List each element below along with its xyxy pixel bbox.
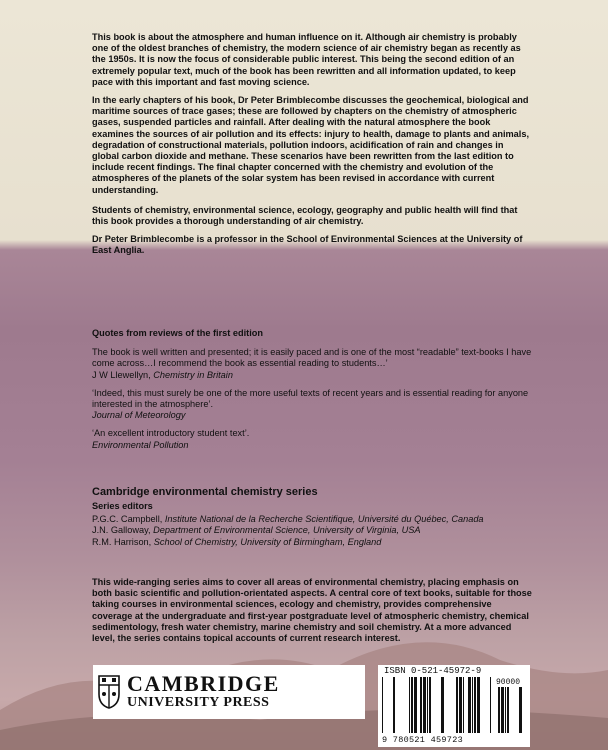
- intro-section: [92, 32, 532, 264]
- series-description: This wide-ranging series aims to cover all areas of environmental chemistry, placing emphasis on both basic scientific and pollution-orientated aspects. A central core of text books, suitable for those taking courses in environmental sciences, ecology and chemistry, provides comprehensive coverage at the undergraduate and first-year postgraduate level of atmospheric chemistry, chemical sedimentology, fresh water chemistry, marine chemistry and soil chemistry. At a more advanced level, the series contains topical accounts of current research interest.: [92, 577, 532, 644]
- series-editors-heading: Series editors: [92, 501, 153, 511]
- review-quote: [92, 347, 532, 381]
- review-text: ‘An excellent introductory student text’.: [92, 428, 250, 439]
- barcode-bars: [382, 677, 494, 735]
- publisher-name: CAMBRIDGE: [127, 671, 280, 696]
- isbn-addon-number: 90000: [496, 678, 521, 687]
- series-editor: R.M. Harrison, School of Chemistry, University of Birmingham, England: [92, 536, 382, 547]
- series-editor: J.N. Galloway, Department of Environmental Science, University of Virginia, USA: [92, 525, 421, 536]
- reviews-heading: Quotes from reviews of the first edition: [92, 328, 264, 338]
- review-text: The book is well written and presented; it is easily paced and is one of the most “readable” text-books I have come across…I recommend the book as essential reading to students…’: [92, 347, 532, 369]
- review-quote: [92, 428, 532, 450]
- series-title: Cambridge environmental chemistry series: [92, 486, 318, 498]
- review-source: Journal of Meteorology: [92, 410, 186, 421]
- isbn-barcode: [378, 665, 530, 747]
- university-crest-icon: [97, 674, 121, 710]
- series-section: [92, 486, 532, 548]
- publisher-subtitle: UNIVERSITY PRESS: [127, 695, 270, 710]
- publisher-logo: [93, 665, 365, 719]
- intro-paragraph: In the early chapters of his book, Dr Peter Brimblecombe discusses the geochemical, biological and maritime sources of trace gases; these are followed by chapters on the chemistry of atmospheric gases, suspended particles and rainfall. After dealing with the natural atmosphere the book examines the sources of air pollution and its effects: injury to health, damage to plants and animals, degradation of constructional materials, pollution indoors, acidification of rain and changes in global carbon dioxide and methane. These scenarios have been rewritten from the last edition to include recent findings. The final chapter concerned with the chemistry and evolution of the atmospheres of the planets of the solar system has been revised in accordance with current understanding.: [92, 95, 530, 195]
- barcode-number: 9 780521 459723: [382, 735, 464, 745]
- author-paragraph: Dr Peter Brimblecombe is a professor in the School of Environmental Sciences at the University of East Anglia.: [92, 234, 523, 256]
- review-source: Chemistry in Britain: [153, 369, 233, 380]
- intro-paragraph: This book is about the atmosphere and human influence on it. Although air chemistry is probably one of the oldest branches of chemistry, the modern science of air chemistry began as recently as the 1950s. It is now the focus of considerable public interest. This being the second edition of an extremely popular text, much of the book has been rewritten and all information updated, to keep pace with this important and fast moving science.: [92, 32, 521, 87]
- series-editor: P.G.C. Campbell, Institute National de la Recherche Scientifique, Université du Québec, Canada: [92, 514, 484, 524]
- review-author: J W Llewellyn,: [92, 369, 154, 380]
- isbn-text: ISBN 0-521-45972-9: [384, 666, 482, 676]
- review-quote: [92, 388, 532, 422]
- review-source: Environmental Pollution: [92, 439, 189, 450]
- review-text: ‘Indeed, this must surely be one of the more useful texts of recent years and is essential reading for anyone interested in the atmosphere’.: [92, 387, 529, 410]
- audience-paragraph: Students of chemistry, environmental science, ecology, geography and public health will find that this book provides a thorough understanding of air chemistry.: [92, 204, 518, 227]
- series-description-section: [92, 577, 532, 651]
- addon-barcode-bars: [496, 687, 526, 735]
- reviews-section: [92, 328, 532, 458]
